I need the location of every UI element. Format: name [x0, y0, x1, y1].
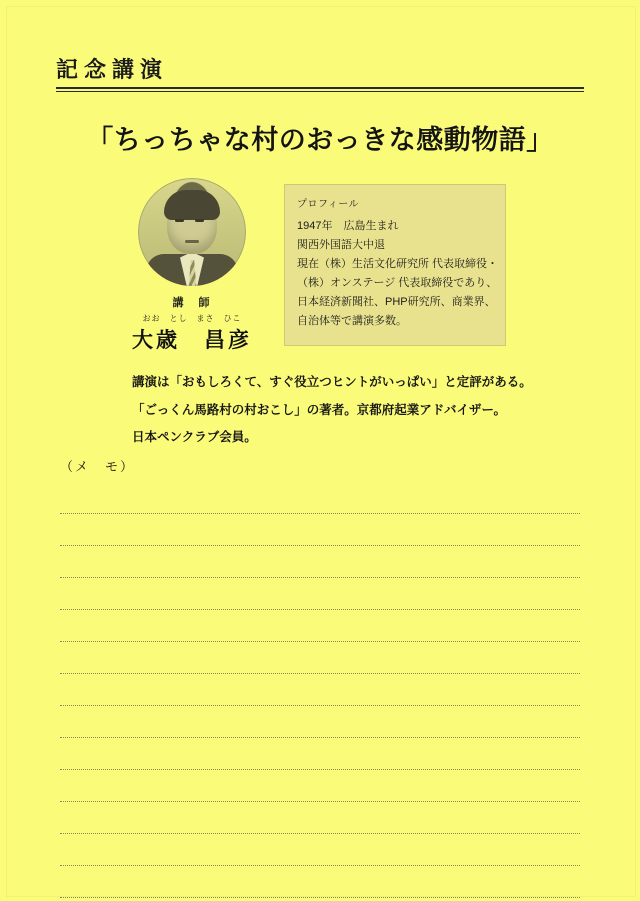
- portrait-eye-left: [175, 219, 184, 222]
- profile-box: [284, 184, 506, 346]
- section-rule-thin: [56, 91, 584, 92]
- section-label: 記念講演: [56, 57, 169, 82]
- section-header: [56, 58, 584, 92]
- furigana-1: おお: [142, 314, 161, 323]
- memo-line: [60, 514, 580, 546]
- memo-line: [60, 802, 580, 834]
- speaker-bio-row: [132, 178, 522, 358]
- furigana-2: とし: [169, 314, 188, 323]
- memo-line: [60, 834, 580, 866]
- profile-title: プロフィール: [297, 199, 359, 210]
- portrait-hair: [164, 190, 220, 220]
- memo-line: [60, 738, 580, 770]
- speaker-description: [132, 372, 552, 455]
- furigana-3: まさ: [196, 314, 215, 323]
- memo-line: [60, 674, 580, 706]
- description-line: 日本ペンクラブ会員。: [132, 430, 257, 445]
- speaker-photo-block: [132, 178, 252, 354]
- memo-line: [60, 706, 580, 738]
- memo-line: [60, 610, 580, 642]
- speaker-portrait-photo: [138, 178, 246, 286]
- speaker-role-label: 講 師: [172, 297, 212, 309]
- speaker-name: 大歳 昌彦: [132, 329, 252, 352]
- profile-line: 自治体等で講演多数。: [297, 315, 407, 327]
- profile-line: 日本経済新聞社、PHP研究所、商業界、: [297, 296, 496, 308]
- portrait-mouth: [185, 240, 199, 243]
- description-line: 「ごっくん馬路村の村おこし」の著者。京都府起業アドバイザー。: [132, 402, 507, 417]
- memo-line: [60, 866, 580, 898]
- memo-lines: [60, 482, 580, 898]
- page-title: 「ちっちゃな村のおっきな感動物語」: [86, 125, 554, 155]
- profile-line: （株）オンステージ 代表取締役であり、: [297, 277, 498, 289]
- memo-line: [60, 546, 580, 578]
- memo-line: [60, 770, 580, 802]
- profile-line: 関西外国語大中退: [297, 239, 385, 251]
- profile-line: 現在（株）生活文化研究所 代表取締役・: [297, 258, 499, 270]
- memo-line: [60, 482, 580, 514]
- memo-line: [60, 642, 580, 674]
- portrait-eye-right: [195, 219, 204, 222]
- speaker-name-furigana: [132, 313, 252, 324]
- memo-line: [60, 578, 580, 610]
- description-line: 講演は「おもしろくて、すぐ役立つヒントがいっぱい」と定評がある。: [132, 375, 532, 389]
- profile-line: 1947年 広島生まれ: [297, 220, 399, 232]
- section-rule-thick: [56, 87, 584, 89]
- furigana-4: ひこ: [223, 314, 242, 323]
- memo-label: （メ モ）: [60, 459, 136, 474]
